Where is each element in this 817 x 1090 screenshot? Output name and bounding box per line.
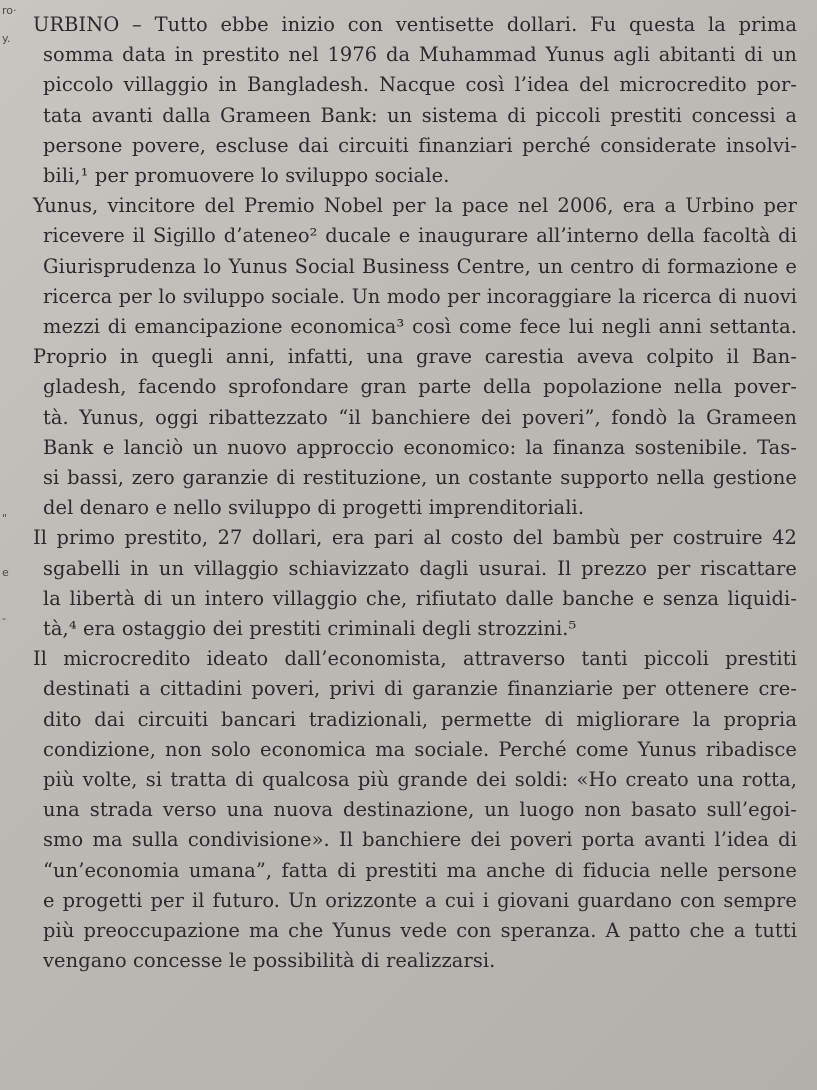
text-line: la libertà di un intero villaggio che, rifiutato dalle banche e senza liquidi- (43, 586, 797, 610)
text-line: più preoccupazione ma che Yunus vede con speranza. A patto che a tutti (43, 919, 797, 943)
text-line: ricerca per lo sviluppo sociale. Un modo per incoraggiare la ricerca di nuovi (43, 284, 797, 308)
text-line: smo ma sulla condivisione». Il banchiere dei poveri porta avanti l’idea di (43, 828, 797, 852)
text-line: condizione, non solo economica ma sociale. Perché come Yunus ribadisce (43, 737, 797, 761)
margin-mark: y. (2, 32, 11, 45)
text-line: sgabelli in un villaggio schiavizzato dagli usurai. Il prezzo per riscattare (43, 556, 797, 580)
text-line: somma data in prestito nel 1976 da Muhammad Yunus agli abitanti di un (43, 43, 797, 67)
text-line: Giurisprudenza lo Yunus Social Business Centre, un centro di formazione e (43, 254, 797, 278)
paragraph-nobel (33, 191, 797, 342)
margin-mark: e (2, 566, 9, 579)
text-line: vengano concesse le possibilità di realizzarsi. (43, 949, 496, 973)
text-line: una strada verso una nuova destinazione, un luogo non basato sull’egoi- (43, 798, 797, 822)
text-line: Proprio in quegli anni, infatti, una grave carestia aveva colpito il Ban- (33, 345, 797, 369)
article-body (33, 10, 797, 977)
text-line: gladesh, facendo sprofondare gran parte della popolazione nella pover- (43, 375, 797, 399)
text-line: dito dai circuiti bancari tradizionali, permette di migliorare la propria (43, 707, 797, 731)
paragraph-intro (33, 10, 797, 191)
text-line: URBINO – Tutto ebbe inizio con ventisette dollari. Fu questa la prima (33, 13, 797, 36)
margin-mark: - (2, 612, 6, 625)
paragraph-first-loan (33, 523, 797, 644)
text-line: ricevere il Sigillo d’ateneo² ducale e inaugurare all’interno della facoltà di (43, 224, 797, 248)
text-line: persone povere, escluse dai circuiti finanziari perché considerate insolvi- (43, 133, 797, 157)
text-line: si bassi, zero garanzie di restituzione, un costante supporto nella gestione (43, 466, 797, 490)
text-line: Il microcredito ideato dall’economista, attraverso tanti piccoli prestiti (33, 647, 797, 671)
text-line: e progetti per il futuro. Un orizzonte a cui i giovani guardano con sempre (43, 888, 797, 912)
text-line: del denaro e nello sviluppo di progetti imprenditoriali. (43, 496, 585, 520)
text-line: Yunus, vincitore del Premio Nobel per la pace nel 2006, era a Urbino per (33, 194, 797, 218)
text-line: più volte, si tratta di qualcosa più grande dei soldi: «Ho creato una rotta, (43, 768, 797, 792)
left-margin-marks (0, 0, 30, 1090)
paragraph-microcredit (33, 644, 797, 976)
margin-mark: ro· (2, 4, 17, 17)
text-line: Il primo prestito, 27 dollari, era pari al costo del bambù per costruire 42 (33, 526, 797, 550)
text-line: destinati a cittadini poveri, privi di garanzie finanziarie per ottenere cre- (43, 677, 797, 701)
text-line: tata avanti dalla Grameen Bank: un sistema di piccoli prestiti concessi a (43, 103, 797, 127)
text-line: “un’economia umana”, fatta di prestiti ma anche di fiducia nelle persone (43, 858, 797, 882)
text-line: Bank e lanciò un nuovo approccio economico: la finanza sostenibile. Tas- (43, 435, 797, 459)
text-line: tà,⁴ era ostaggio dei prestiti criminali degli strozzini.⁵ (43, 617, 577, 641)
text-line: piccolo villaggio in Bangladesh. Nacque così l’idea del microcredito por- (43, 73, 797, 97)
text-line: mezzi di emancipazione economica³ così come fece lui negli anni settanta. (43, 315, 797, 339)
text-line: bili,¹ per promuovere lo sviluppo sociale. (43, 164, 450, 188)
paragraph-famine (33, 342, 797, 523)
margin-mark: " (2, 512, 8, 525)
text-line: tà. Yunus, oggi ribattezzato “il banchiere dei poveri”, fondò la Grameen (43, 405, 797, 429)
